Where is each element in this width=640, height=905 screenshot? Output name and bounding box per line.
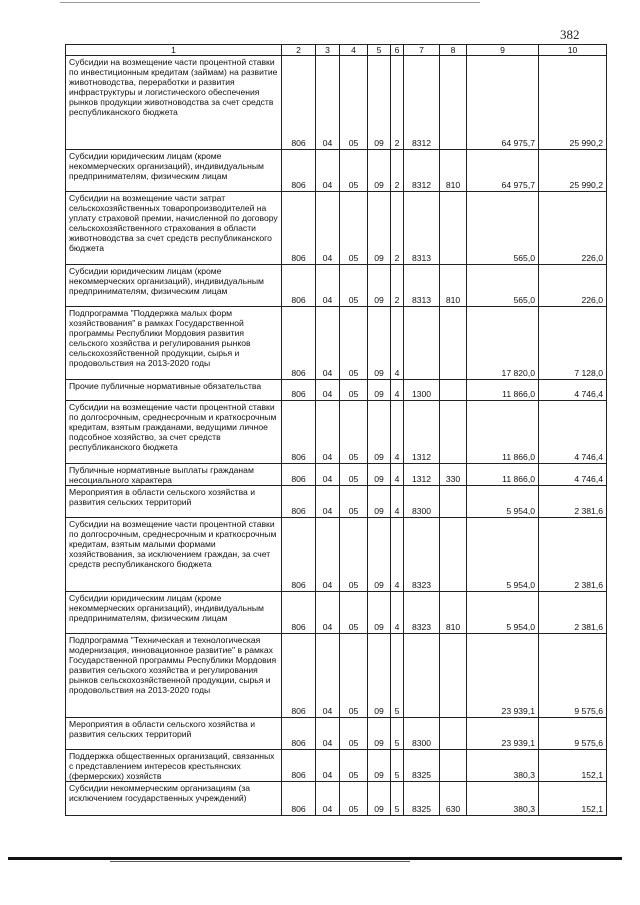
cell-col4: 05 — [340, 634, 368, 718]
cell-col3: 04 — [316, 380, 340, 401]
cell-col7: 8300 — [404, 486, 440, 518]
row-name: Поддержка общественных организаций, связанных с представлением интересов крестьянских (фермерских) хозяйств — [66, 750, 282, 782]
cell-col8: 810 — [440, 150, 467, 192]
cell-col9: 17 820,0 — [467, 307, 539, 380]
table-row — [66, 592, 607, 634]
cell-col8 — [440, 634, 467, 718]
cell-col9: 11 866,0 — [467, 380, 539, 401]
cell-col10: 2 381,6 — [539, 592, 607, 634]
cell-col10: 9 575,6 — [539, 634, 607, 718]
cell-col4: 05 — [340, 265, 368, 307]
cell-col6: 2 — [391, 265, 404, 307]
table-row — [66, 307, 607, 380]
row-name: Субсидии юридическим лицам (кроме некоммерческих организаций), индивидуальным предпринимателям, физическим лицам — [66, 150, 282, 192]
table-row — [66, 192, 607, 265]
cell-col9: 64 975,7 — [467, 56, 539, 150]
column-header-7: 7 — [404, 45, 440, 56]
cell-col8 — [440, 750, 467, 782]
cell-col8 — [440, 192, 467, 265]
cell-col10: 152,1 — [539, 750, 607, 782]
column-header-1: 1 — [66, 45, 282, 56]
cell-col3: 04 — [316, 592, 340, 634]
cell-col10: 25 990,2 — [539, 56, 607, 150]
cell-col6: 4 — [391, 307, 404, 380]
row-name: Субсидии на возмещение части процентной ставки по долгосрочным, среднесрочным и краткосрочным кредитам, взятым гражданами, ведущими личное подсобное хозяйство, за счет средств республиканского бюджета — [66, 401, 282, 464]
cell-col8 — [440, 401, 467, 464]
cell-col4: 05 — [340, 518, 368, 592]
cell-col5: 09 — [368, 401, 391, 464]
cell-col2: 806 — [282, 486, 316, 518]
cell-col6: 5 — [391, 634, 404, 718]
column-header-5: 5 — [368, 45, 391, 56]
cell-col2: 806 — [282, 265, 316, 307]
cell-col4: 05 — [340, 307, 368, 380]
cell-col5: 09 — [368, 192, 391, 265]
row-name: Публичные нормативные выплаты гражданам несоциального характера — [66, 464, 282, 486]
cell-col6: 4 — [391, 486, 404, 518]
row-name: Субсидии юридическим лицам (кроме некоммерческих организаций), индивидуальным предпринимателям, физическим лицам — [66, 592, 282, 634]
cell-col5: 09 — [368, 518, 391, 592]
cell-col2: 806 — [282, 56, 316, 150]
cell-col6: 4 — [391, 592, 404, 634]
cell-col3: 04 — [316, 718, 340, 750]
cell-col7: 8300 — [404, 718, 440, 750]
cell-col9: 23 939,1 — [467, 718, 539, 750]
scan-bottom-edge — [8, 857, 622, 860]
cell-col9: 11 866,0 — [467, 464, 539, 486]
cell-col3: 04 — [316, 750, 340, 782]
cell-col2: 806 — [282, 718, 316, 750]
cell-col8: 810 — [440, 592, 467, 634]
cell-col6: 5 — [391, 782, 404, 816]
cell-col5: 09 — [368, 718, 391, 750]
table-row — [66, 750, 607, 782]
cell-col5: 09 — [368, 380, 391, 401]
cell-col7: 1312 — [404, 401, 440, 464]
cell-col10: 9 575,6 — [539, 718, 607, 750]
cell-col6: 4 — [391, 464, 404, 486]
cell-col5: 09 — [368, 750, 391, 782]
table-row — [66, 401, 607, 464]
cell-col9: 5 954,0 — [467, 486, 539, 518]
cell-col5: 09 — [368, 464, 391, 486]
column-header-4: 4 — [340, 45, 368, 56]
cell-col7 — [404, 634, 440, 718]
cell-col2: 806 — [282, 750, 316, 782]
cell-col10: 152,1 — [539, 782, 607, 816]
cell-col5: 09 — [368, 634, 391, 718]
row-name: Субсидии на возмещение части затрат сельскохозяйственных товаропроизводителей на уплату страховой премии, начисленной по договору сельскохозяйственного страхования в области животноводства за счет средств республиканского бюджета — [66, 192, 282, 265]
column-header-3: 3 — [316, 45, 340, 56]
column-header-10: 10 — [539, 45, 607, 56]
cell-col4: 05 — [340, 750, 368, 782]
cell-col8: 630 — [440, 782, 467, 816]
cell-col9: 380,3 — [467, 782, 539, 816]
cell-col4: 05 — [340, 401, 368, 464]
row-name: Субсидии некоммерческим организациям (за исключением государственных учреждений) — [66, 782, 282, 816]
table-row — [66, 265, 607, 307]
cell-col8 — [440, 486, 467, 518]
cell-col6: 4 — [391, 380, 404, 401]
cell-col10: 226,0 — [539, 192, 607, 265]
cell-col7: 8325 — [404, 750, 440, 782]
cell-col7: 8323 — [404, 592, 440, 634]
cell-col4: 05 — [340, 380, 368, 401]
cell-col2: 806 — [282, 307, 316, 380]
cell-col6: 2 — [391, 56, 404, 150]
table-row — [66, 634, 607, 718]
cell-col4: 05 — [340, 718, 368, 750]
cell-col3: 04 — [316, 486, 340, 518]
cell-col10: 226,0 — [539, 265, 607, 307]
column-header-9: 9 — [467, 45, 539, 56]
table-row — [66, 380, 607, 401]
cell-col7: 8312 — [404, 150, 440, 192]
cell-col10: 2 381,6 — [539, 486, 607, 518]
page-number: 382 — [560, 27, 580, 42]
cell-col9: 11 866,0 — [467, 401, 539, 464]
cell-col4: 05 — [340, 150, 368, 192]
cell-col8 — [440, 56, 467, 150]
row-name: Прочие публичные нормативные обязательства — [66, 380, 282, 401]
cell-col8: 330 — [440, 464, 467, 486]
cell-col4: 05 — [340, 464, 368, 486]
cell-col7 — [404, 307, 440, 380]
cell-col10: 4 746,4 — [539, 401, 607, 464]
row-name: Мероприятия в области сельского хозяйства и развития сельских территорий — [66, 718, 282, 750]
cell-col4: 05 — [340, 56, 368, 150]
cell-col6: 5 — [391, 718, 404, 750]
cell-col7: 1312 — [404, 464, 440, 486]
cell-col6: 2 — [391, 150, 404, 192]
cell-col2: 806 — [282, 150, 316, 192]
cell-col5: 09 — [368, 56, 391, 150]
cell-col5: 09 — [368, 307, 391, 380]
cell-col3: 04 — [316, 634, 340, 718]
cell-col2: 806 — [282, 464, 316, 486]
header-row — [66, 45, 607, 56]
cell-col7: 1300 — [404, 380, 440, 401]
cell-col7: 8323 — [404, 518, 440, 592]
cell-col9: 5 954,0 — [467, 518, 539, 592]
cell-col4: 05 — [340, 486, 368, 518]
scan-top-edge — [60, 2, 480, 3]
row-name: Субсидии на возмещение части процентной ставки по долгосрочным, среднесрочным и краткосрочным кредитам, взятым малыми формами хозяйствования, за исключением граждан, за счет средств республиканского бюджета — [66, 518, 282, 592]
budget-table — [65, 44, 607, 816]
cell-col2: 806 — [282, 518, 316, 592]
cell-col9: 64 975,7 — [467, 150, 539, 192]
row-name: Подпрограмма "Поддержка малых форм хозяйствования" в рамках Государственной программы Республики Мордовия развития сельского хозяйства и регулирования рынков сельскохозяйственной продукции, сырья и продовольствия на 2013-2020 годы — [66, 307, 282, 380]
column-header-8: 8 — [440, 45, 467, 56]
cell-col8: 810 — [440, 265, 467, 307]
table-row — [66, 718, 607, 750]
table-row — [66, 56, 607, 150]
row-name: Подпрограмма "Техническая и технологическая модернизация, инновационное развитие" в рамках Государственной программы Республики Мордовия развития сельского хозяйства и регулирования рынков сельскохозяйственной продукции, сырья и продовольствия на 2013-2020 годы — [66, 634, 282, 718]
cell-col3: 04 — [316, 518, 340, 592]
cell-col6: 5 — [391, 750, 404, 782]
cell-col4: 05 — [340, 782, 368, 816]
cell-col3: 04 — [316, 192, 340, 265]
table-row — [66, 464, 607, 486]
cell-col6: 4 — [391, 518, 404, 592]
cell-col8 — [440, 380, 467, 401]
cell-col5: 09 — [368, 265, 391, 307]
cell-col5: 09 — [368, 486, 391, 518]
cell-col9: 5 954,0 — [467, 592, 539, 634]
cell-col3: 04 — [316, 782, 340, 816]
cell-col6: 2 — [391, 192, 404, 265]
cell-col10: 2 381,6 — [539, 518, 607, 592]
table-row — [66, 150, 607, 192]
row-name: Субсидии на возмещение части процентной ставки по инвестиционным кредитам (займам) на развитие животноводства, переработки и развития инфраструктуры и логистического обеспечения рынков продукции животноводства за счет средств республиканского бюджета — [66, 56, 282, 150]
cell-col3: 04 — [316, 56, 340, 150]
cell-col5: 09 — [368, 592, 391, 634]
row-name: Субсидии юридическим лицам (кроме некоммерческих организаций), индивидуальным предпринимателям, физическим лицам — [66, 265, 282, 307]
cell-col3: 04 — [316, 464, 340, 486]
cell-col3: 04 — [316, 307, 340, 380]
table-body — [66, 56, 607, 816]
row-name: Мероприятия в области сельского хозяйства и развития сельских территорий — [66, 486, 282, 518]
cell-col7: 8312 — [404, 56, 440, 150]
cell-col2: 806 — [282, 782, 316, 816]
cell-col2: 806 — [282, 380, 316, 401]
cell-col5: 09 — [368, 150, 391, 192]
cell-col2: 806 — [282, 401, 316, 464]
table-row — [66, 782, 607, 816]
table-row — [66, 486, 607, 518]
cell-col2: 806 — [282, 634, 316, 718]
cell-col10: 7 128,0 — [539, 307, 607, 380]
table-row — [66, 518, 607, 592]
cell-col9: 23 939,1 — [467, 634, 539, 718]
cell-col3: 04 — [316, 150, 340, 192]
column-header-2: 2 — [282, 45, 316, 56]
cell-col9: 565,0 — [467, 265, 539, 307]
cell-col6: 4 — [391, 401, 404, 464]
cell-col4: 05 — [340, 592, 368, 634]
cell-col9: 565,0 — [467, 192, 539, 265]
scan-bottom-line — [110, 861, 410, 862]
cell-col7: 8313 — [404, 265, 440, 307]
cell-col8 — [440, 718, 467, 750]
cell-col2: 806 — [282, 592, 316, 634]
cell-col5: 09 — [368, 782, 391, 816]
cell-col10: 4 746,4 — [539, 380, 607, 401]
cell-col8 — [440, 518, 467, 592]
cell-col8 — [440, 307, 467, 380]
cell-col3: 04 — [316, 265, 340, 307]
column-header-6: 6 — [391, 45, 404, 56]
cell-col7: 8325 — [404, 782, 440, 816]
cell-col10: 4 746,4 — [539, 464, 607, 486]
cell-col2: 806 — [282, 192, 316, 265]
cell-col10: 25 990,2 — [539, 150, 607, 192]
cell-col7: 8313 — [404, 192, 440, 265]
cell-col3: 04 — [316, 401, 340, 464]
cell-col4: 05 — [340, 192, 368, 265]
cell-col9: 380,3 — [467, 750, 539, 782]
